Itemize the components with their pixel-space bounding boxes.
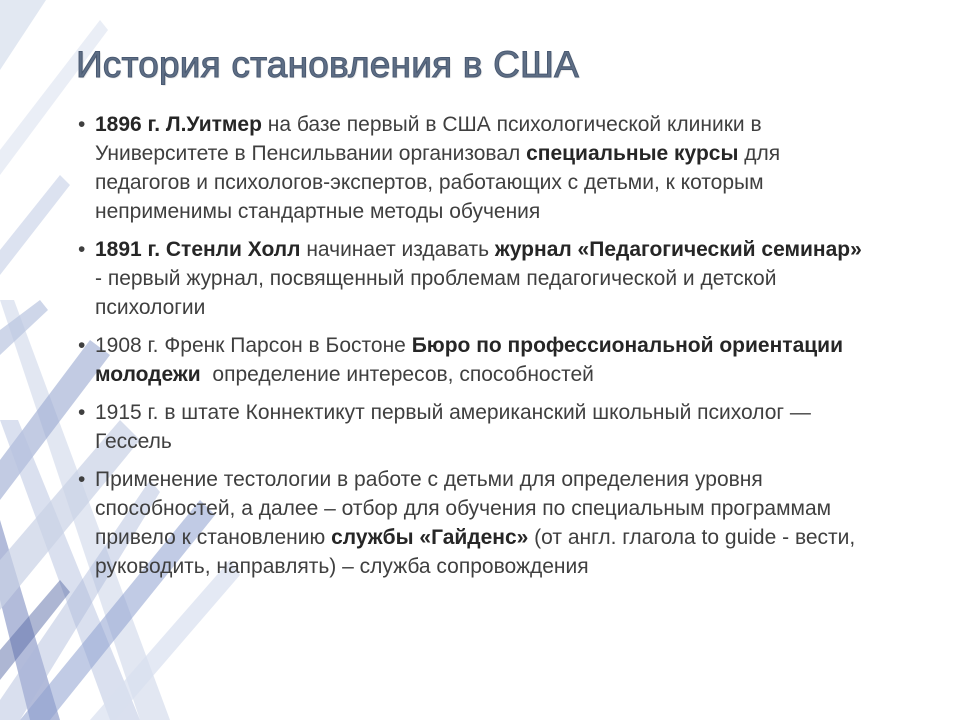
- bullet-item: [78, 331, 868, 389]
- bold-run: специальные курсы: [526, 142, 739, 165]
- bullet-dot-icon: •: [78, 468, 86, 491]
- text-run: 1915 г. в штате Коннектикут первый американский школьный психолог — Гессель: [95, 401, 811, 453]
- bold-run: 1896 г. Л.Уитмер: [95, 113, 262, 136]
- bullet-list: [78, 110, 868, 590]
- text-run: (от англ. глагола to guide - вести, руководить, направлять) – служба сопровождения: [95, 526, 856, 578]
- bullet-text: [95, 398, 868, 456]
- text-run: на базе первый в США психологической клиники в Университете в Пенсильвании организовал: [95, 113, 762, 165]
- bullet-item: [78, 110, 868, 226]
- text-run: начинает издавать: [300, 238, 495, 261]
- bullet-text: [95, 331, 868, 389]
- bold-run: журнал «Педагогический семинар»: [494, 238, 862, 261]
- bullet-dot-icon: •: [78, 113, 86, 136]
- text-run: 1908 г. Френк Парсон в Бостоне: [95, 334, 412, 357]
- text-run: Применение тестологии в работе с детьми для определения уровня способностей, а далее – отбор для обучения по специальным программам привело к становлению: [95, 468, 832, 549]
- bullet-text: [95, 235, 868, 322]
- bullet-item: [78, 398, 868, 456]
- bold-run: Бюро по профессиональной ориентации молодежи: [95, 334, 843, 386]
- bullet-text: [95, 465, 868, 581]
- bullet-dot-icon: •: [78, 401, 86, 424]
- slide-title: История становления в США: [76, 44, 580, 85]
- bullet-item: [78, 235, 868, 322]
- bullet-text: [95, 110, 868, 226]
- text-run: - первый журнал, посвященный проблемам педагогической и детской психологии: [95, 267, 777, 319]
- bullet-dot-icon: •: [78, 334, 86, 357]
- bullet-dot-icon: •: [78, 238, 86, 261]
- bold-run: службы «Гайденс»: [331, 526, 529, 549]
- text-run: для педагогов и психологов-экспертов, работающих с детьми, к которым неприменимы стандартные методы обучения: [95, 142, 781, 223]
- bullet-item: [78, 465, 868, 581]
- bold-run: 1891 г. Стенли Холл: [95, 238, 301, 261]
- text-run: определение интересов, способностей: [200, 363, 594, 386]
